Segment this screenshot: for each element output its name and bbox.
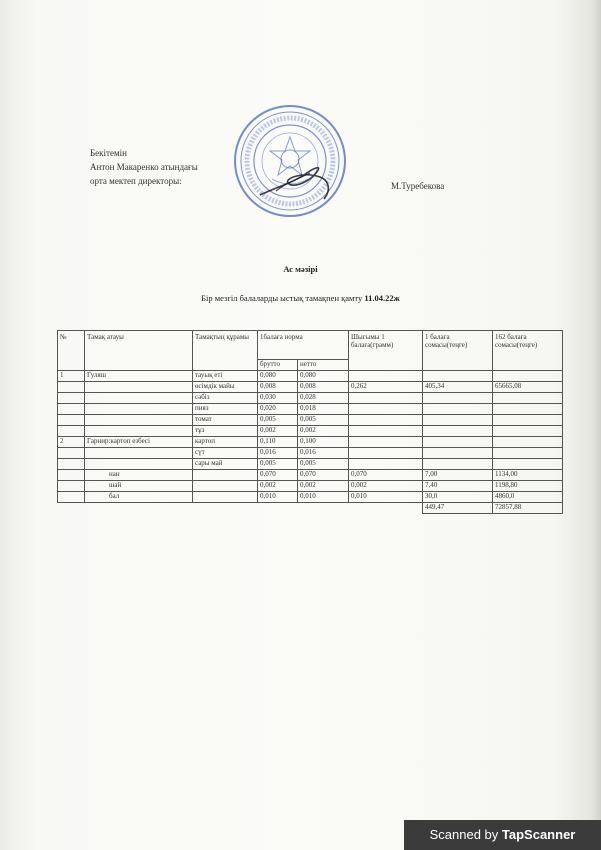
row-consumption bbox=[349, 426, 423, 437]
row-gross: 0,030 bbox=[258, 393, 298, 404]
row-num: 1 bbox=[58, 371, 85, 382]
table-row bbox=[58, 448, 563, 459]
menu-table bbox=[57, 330, 563, 514]
row-num bbox=[58, 459, 85, 470]
row-cost-total bbox=[493, 448, 563, 459]
table-row bbox=[58, 404, 563, 415]
header-dish: Тамақ атауы bbox=[85, 331, 193, 371]
row-num bbox=[58, 415, 85, 426]
row-consumption: 0,070 bbox=[349, 470, 423, 481]
total-cost-one: 449,47 bbox=[423, 503, 493, 514]
row-cost-total bbox=[493, 426, 563, 437]
row-num bbox=[58, 382, 85, 393]
row-cost-total bbox=[493, 415, 563, 426]
row-net: 0,005 bbox=[298, 415, 349, 426]
row-dish: Гарнир:картоп езбесі bbox=[85, 437, 193, 448]
row-num bbox=[58, 492, 85, 503]
table-row-extra bbox=[58, 492, 563, 503]
row-consumption bbox=[349, 415, 423, 426]
approval-line-3: орта мектеп директоры: bbox=[90, 176, 182, 186]
table-row bbox=[58, 393, 563, 404]
approval-line-1: Бекітемін bbox=[90, 148, 127, 158]
totals-empty bbox=[298, 503, 349, 514]
row-cost-total: 1134,00 bbox=[493, 470, 563, 481]
row-net: 0,080 bbox=[298, 371, 349, 382]
document-title: Ас мәзірі bbox=[283, 264, 318, 274]
table-row bbox=[58, 426, 563, 437]
row-num bbox=[58, 470, 85, 481]
row-num bbox=[58, 448, 85, 459]
row-cost-one bbox=[423, 404, 493, 415]
row-num bbox=[58, 404, 85, 415]
row-gross: 0,005 bbox=[258, 459, 298, 470]
row-consumption: 0,002 bbox=[349, 481, 423, 492]
row-cost-one bbox=[423, 393, 493, 404]
row-gross: 0,008 bbox=[258, 382, 298, 393]
totals-empty bbox=[58, 503, 85, 514]
row-dish bbox=[85, 404, 193, 415]
row-consumption bbox=[349, 448, 423, 459]
row-consumption bbox=[349, 459, 423, 470]
subtitle-text: Бір мезгіл балаларды ыстық тамақпен қамту bbox=[201, 293, 363, 303]
row-ingredient: сары май bbox=[193, 459, 258, 470]
header-gross: брутто bbox=[258, 360, 298, 371]
row-net: 0,005 bbox=[298, 459, 349, 470]
header-cost-one: 1 балаға сомасы(теңге) bbox=[423, 331, 493, 371]
row-item: нан bbox=[85, 470, 193, 481]
row-dish bbox=[85, 415, 193, 426]
totals-empty bbox=[258, 503, 298, 514]
row-gross: 0,005 bbox=[258, 415, 298, 426]
row-net: 0,018 bbox=[298, 404, 349, 415]
row-cost-total: 4860,0 bbox=[493, 492, 563, 503]
row-cost-total bbox=[493, 393, 563, 404]
scanner-badge bbox=[404, 820, 601, 850]
row-gross: 0,110 bbox=[258, 437, 298, 448]
row-dish bbox=[85, 426, 193, 437]
row-cost-total bbox=[493, 459, 563, 470]
row-ingredient bbox=[193, 481, 258, 492]
row-cost-one: 30,0 bbox=[423, 492, 493, 503]
row-consumption: 0,010 bbox=[349, 492, 423, 503]
row-consumption bbox=[349, 437, 423, 448]
row-dish bbox=[85, 393, 193, 404]
row-net: 0,002 bbox=[298, 426, 349, 437]
row-ingredient: пияз bbox=[193, 404, 258, 415]
table-row bbox=[58, 459, 563, 470]
row-gross: 0,002 bbox=[258, 481, 298, 492]
row-cost-one: 7,00 bbox=[423, 470, 493, 481]
header-consumption: Шығымы 1 балаға(грамм) bbox=[349, 331, 423, 371]
header-composition: Тамақтың құрамы bbox=[193, 331, 258, 371]
scanner-prefix: Scanned by bbox=[429, 827, 502, 842]
table-row bbox=[58, 415, 563, 426]
row-consumption: 0,262 bbox=[349, 382, 423, 393]
totals-empty bbox=[85, 503, 193, 514]
row-ingredient: сүт bbox=[193, 448, 258, 459]
row-cost-one: 7,40 bbox=[423, 481, 493, 492]
row-ingredient: сәбіз bbox=[193, 393, 258, 404]
row-cost-total bbox=[493, 371, 563, 382]
row-cost-one bbox=[423, 448, 493, 459]
row-gross: 0,080 bbox=[258, 371, 298, 382]
total-cost-total: 72857,88 bbox=[493, 503, 563, 514]
table-header-row bbox=[58, 331, 563, 360]
row-num bbox=[58, 481, 85, 492]
row-cost-one bbox=[423, 415, 493, 426]
row-cost-total: 1198,80 bbox=[493, 481, 563, 492]
row-ingredient bbox=[193, 470, 258, 481]
header-num: № bbox=[58, 331, 85, 371]
row-net: 0,070 bbox=[298, 470, 349, 481]
table-row-extra bbox=[58, 481, 563, 492]
row-consumption bbox=[349, 404, 423, 415]
row-ingredient: тауық еті bbox=[193, 371, 258, 382]
row-net: 0,016 bbox=[298, 448, 349, 459]
row-net: 0,002 bbox=[298, 481, 349, 492]
row-cost-one bbox=[423, 459, 493, 470]
row-cost-one bbox=[423, 426, 493, 437]
header-net: нетто bbox=[298, 360, 349, 371]
row-net: 0,028 bbox=[298, 393, 349, 404]
table-row bbox=[58, 437, 563, 448]
row-dish bbox=[85, 448, 193, 459]
row-consumption bbox=[349, 393, 423, 404]
row-dish bbox=[85, 382, 193, 393]
row-gross: 0,016 bbox=[258, 448, 298, 459]
school-seal-stamp bbox=[232, 103, 348, 219]
row-gross: 0,010 bbox=[258, 492, 298, 503]
row-ingredient: картоп bbox=[193, 437, 258, 448]
row-item: шай bbox=[85, 481, 193, 492]
row-cost-total bbox=[493, 404, 563, 415]
row-cost-one bbox=[423, 437, 493, 448]
row-num bbox=[58, 393, 85, 404]
row-cost-one bbox=[423, 371, 493, 382]
row-gross: 0,002 bbox=[258, 426, 298, 437]
header-norm: 1балаға норма bbox=[258, 331, 349, 360]
table-row bbox=[58, 371, 563, 382]
row-cost-total bbox=[493, 437, 563, 448]
row-num: 2 bbox=[58, 437, 85, 448]
approval-line-2: Антон Макаренко атындағы bbox=[90, 162, 198, 172]
page-edge-shadow bbox=[591, 0, 601, 850]
table-totals-row bbox=[58, 503, 563, 514]
row-net: 0,100 bbox=[298, 437, 349, 448]
row-gross: 0,020 bbox=[258, 404, 298, 415]
approval-block bbox=[90, 146, 198, 188]
row-consumption bbox=[349, 371, 423, 382]
row-gross: 0,070 bbox=[258, 470, 298, 481]
document-subtitle bbox=[0, 293, 601, 303]
row-ingredient bbox=[193, 492, 258, 503]
scanner-brand: TapScanner bbox=[501, 827, 576, 842]
row-ingredient: тұз bbox=[193, 426, 258, 437]
table-row bbox=[58, 382, 563, 393]
row-num bbox=[58, 426, 85, 437]
row-item: бал bbox=[85, 492, 193, 503]
table-row-extra bbox=[58, 470, 563, 481]
totals-empty bbox=[193, 503, 258, 514]
row-dish bbox=[85, 459, 193, 470]
row-ingredient: томат bbox=[193, 415, 258, 426]
totals-empty bbox=[349, 503, 423, 514]
document-date: 11.04.22ж bbox=[364, 293, 400, 303]
row-cost-one: 405,34 bbox=[423, 382, 493, 393]
header-cost-total: 162 балаға сомасы(теңге) bbox=[493, 331, 563, 371]
row-net: 0,010 bbox=[298, 492, 349, 503]
row-net: 0,008 bbox=[298, 382, 349, 393]
row-cost-total: 65665,08 bbox=[493, 382, 563, 393]
row-ingredient: өсімдік майы bbox=[193, 382, 258, 393]
director-name: М.Туребекова bbox=[391, 181, 445, 191]
row-dish: Гуляш bbox=[85, 371, 193, 382]
